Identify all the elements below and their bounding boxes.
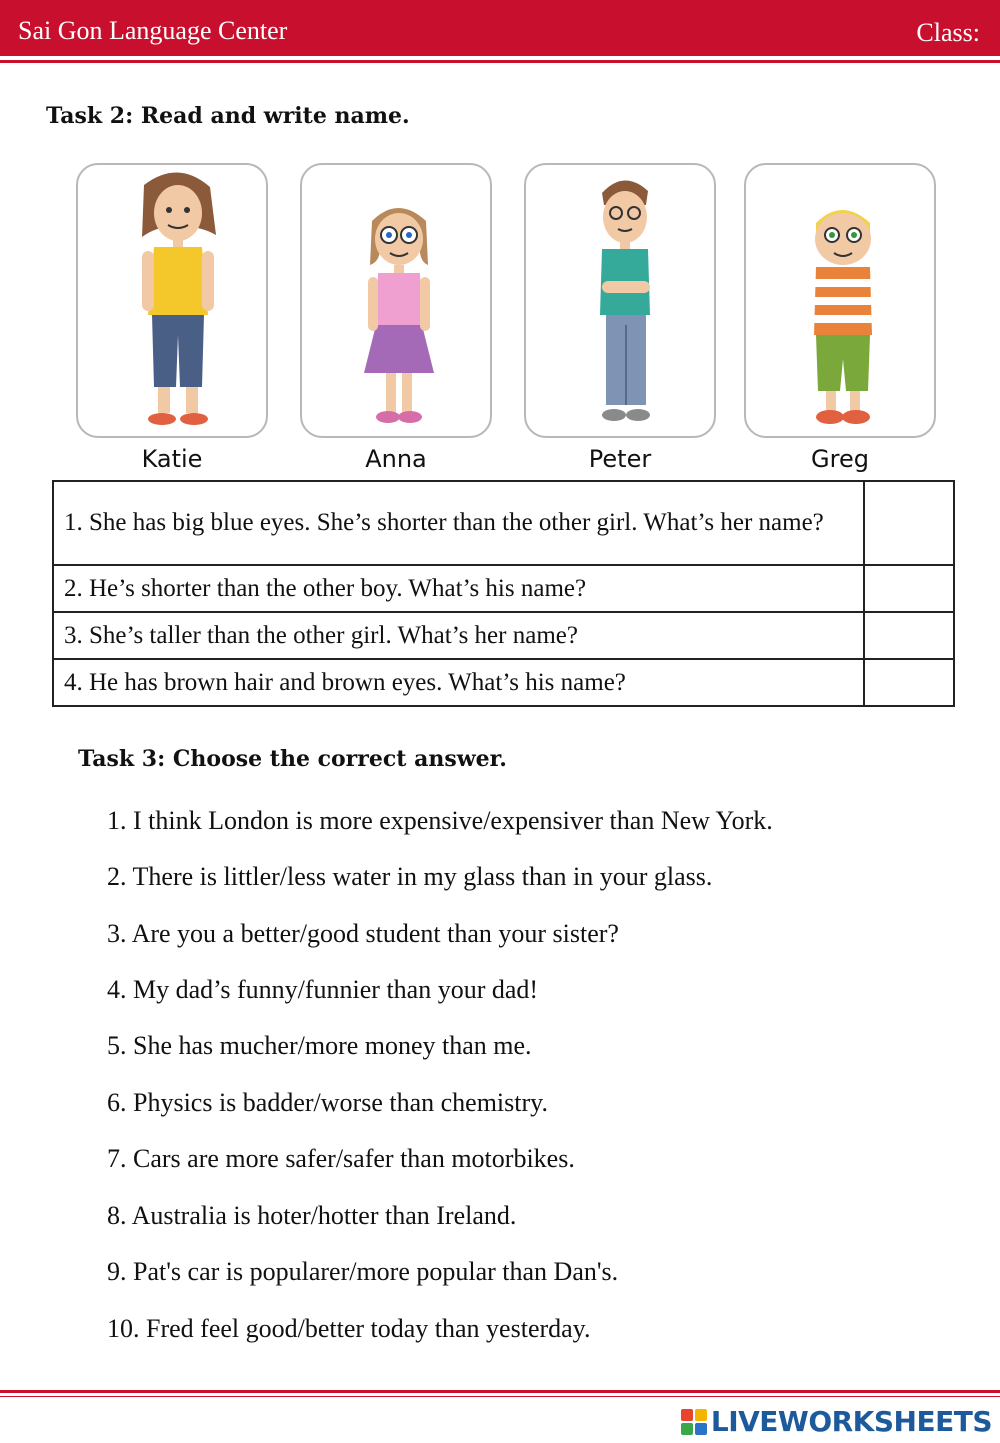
task3-item[interactable]: 6. Physics is badder/worse than chemistry. [107, 1088, 548, 1117]
question-row [53, 612, 954, 659]
person-card-peter [524, 163, 716, 438]
question-row [53, 481, 954, 565]
peter-illustration [526, 165, 718, 440]
answer-cell[interactable] [864, 659, 954, 706]
person-card-katie [76, 163, 268, 438]
task3-item[interactable]: 2. There is littler/less water in my glass than in your glass. [107, 862, 713, 891]
liveworksheets-logo [681, 1405, 992, 1438]
katie-illustration [78, 165, 270, 440]
question-text: 1. She has big blue eyes. She’s shorter than the other girl. What’s her name? [53, 481, 864, 565]
task3-item[interactable]: 10. Fred feel good/better today than yesterday. [107, 1314, 591, 1343]
task2-question-table [52, 480, 955, 707]
logo-text: LIVEWORKSHEETS [710, 1405, 992, 1438]
footer-divider-thin [0, 1396, 1000, 1397]
task3-item[interactable]: 5. She has mucher/more money than me. [107, 1031, 532, 1060]
task3-item[interactable]: 1. I think London is more expensive/expensiver than New York. [107, 806, 773, 835]
person-card-greg [744, 163, 936, 438]
person-name-katie: Katie [141, 445, 203, 473]
question-row [53, 565, 954, 612]
task3-item[interactable]: 8. Australia is hoter/hotter than Ireland. [107, 1201, 517, 1230]
question-text: 2. He’s shorter than the other boy. What’s his name? [53, 565, 864, 612]
task3-item[interactable]: 3. Are you a better/good student than your sister? [107, 919, 619, 948]
task3-item[interactable]: 9. Pat's car is popularer/more popular than Dan's. [107, 1257, 619, 1286]
person-name-greg: Greg [811, 445, 869, 473]
logo-blocks-icon [681, 1409, 707, 1435]
answer-cell[interactable] [864, 565, 954, 612]
answer-cell[interactable] [864, 481, 954, 565]
task3-item[interactable]: 7. Cars are more safer/safer than motorbikes. [107, 1144, 575, 1173]
footer-divider [0, 1390, 1000, 1393]
question-row [53, 659, 954, 706]
greg-illustration [746, 165, 938, 440]
question-text: 4. He has brown hair and brown eyes. What’s his name? [53, 659, 864, 706]
task2-title: Task 2: Read and write name. [46, 103, 410, 129]
person-card-anna [300, 163, 492, 438]
center-name: Sai Gon Language Center [18, 16, 288, 45]
class-label: Class: [916, 18, 980, 47]
header-bar [0, 0, 1000, 56]
task3-title: Task 3: Choose the correct answer. [78, 746, 507, 772]
header-divider [0, 60, 1000, 63]
anna-illustration [302, 165, 494, 440]
question-text: 3. She’s taller than the other girl. What’s her name? [53, 612, 864, 659]
person-name-peter: Peter [588, 445, 652, 473]
answer-cell[interactable] [864, 612, 954, 659]
person-name-anna: Anna [365, 445, 427, 473]
task3-item[interactable]: 4. My dad’s funny/funnier than your dad! [107, 975, 539, 1004]
